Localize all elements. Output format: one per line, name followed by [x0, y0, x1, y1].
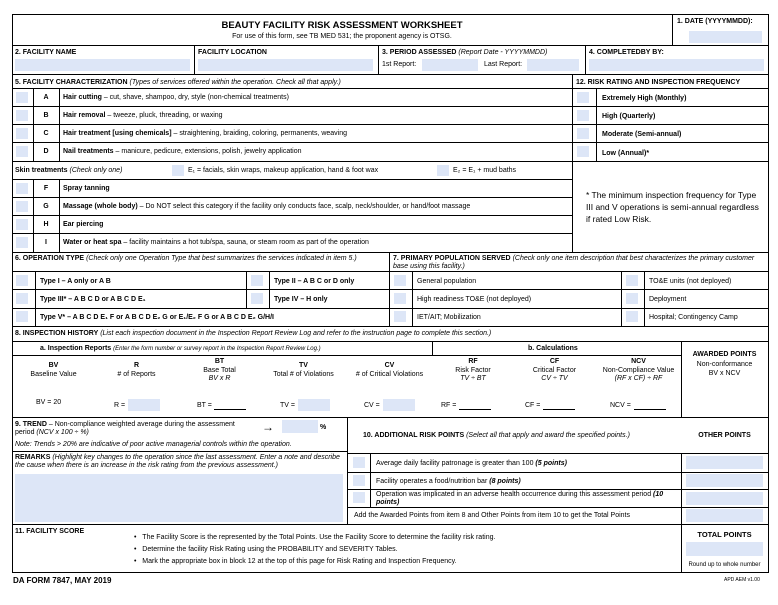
food-bar-points-field[interactable] — [686, 474, 763, 487]
pop-high-readiness-checkbox[interactable] — [394, 293, 406, 304]
service-i-checkbox[interactable] — [16, 237, 28, 248]
op-type-label: Type III* – A B C D or A B C D E₁ — [40, 296, 146, 303]
form-id: DA FORM 7847, MAY 2019 — [13, 576, 112, 585]
sec9-text: 9. TREND – Non-compliance weighted average during the assessment period (NCV x 100 ÷ %) — [15, 421, 235, 436]
service-letter: D — [43, 148, 49, 155]
service-row — [12, 88, 572, 106]
service-text: Hair cutting – cut, shave, shampoo, dry, style (non-chemical treatments) — [63, 94, 289, 101]
col-header: NCV Non-Compliance Value (RF x CF) ÷ RF — [602, 358, 675, 382]
population-label: Deployment — [649, 296, 687, 303]
pop-general-checkbox[interactable] — [394, 275, 406, 286]
risk-extremely-high-checkbox[interactable] — [577, 92, 589, 103]
service-letter: B — [43, 112, 49, 119]
op-type-label: Type II – A B C or D only — [274, 278, 355, 285]
trend-field[interactable] — [282, 420, 318, 433]
service-text: Water or heat spa – facility maintains a hot tub/spa, sauna, or steam room as part of the operation — [63, 239, 369, 246]
cv-field[interactable] — [383, 399, 415, 411]
date-field[interactable] — [689, 31, 762, 43]
risk-rating-label: Moderate (Semi-annual) — [602, 131, 682, 138]
score-bullet: • Mark the appropriate box in block 12 at the top of this page for Risk Rating and Inspection Frequency. — [134, 558, 457, 565]
col-header: CF Critical Factor CV ÷ TV — [532, 358, 577, 382]
service-text: Massage (whole body) – Do NOT select this category if the facility only conducts face, scalp, neck/shoulder, or hand/foot massage — [63, 203, 471, 210]
score-bullet: • The Facility Score is the represented by the Total Points. Use the Facility Score to determine the facility risk rating. — [134, 534, 496, 541]
service-letter: H — [43, 221, 49, 228]
facility-location-field[interactable] — [198, 59, 373, 71]
skin-e2-text: E₂ = E₁ + mud baths — [453, 167, 517, 174]
tv-field[interactable] — [298, 399, 330, 411]
sum-points-field[interactable] — [686, 509, 763, 522]
service-letter: A — [43, 94, 49, 101]
nonconformance-label: Non-conformance — [696, 361, 753, 368]
rf-label: RF = — [441, 402, 457, 409]
arrow-icon: → — [262, 420, 274, 434]
op-type-label: Type V* – A B C D E₁ F or A B C D E₂ G or E₁/E₂ F G or A B C D E₂ G/H/I — [40, 314, 274, 321]
pop-iet-checkbox[interactable] — [394, 311, 406, 322]
pop-toe-checkbox[interactable] — [626, 275, 638, 286]
risk-rating-label: Extremely High (Monthly) — [602, 95, 687, 102]
period-label: 3. PERIOD ASSESSED (Report Date - YYYYMMDD) — [382, 49, 548, 56]
risk-rating-label: High (Quarterly) — [602, 113, 656, 120]
facility-name-field[interactable] — [15, 59, 190, 71]
facility-name-label: 2. FACILITY NAME — [15, 49, 77, 56]
round-note: Round up to whole number — [688, 562, 761, 568]
remarks-header: REMARKS (Highlight key changes to the operation since the last assessment. Enter a note and describe the cause when there is an increase in the risk rating from the previous assessment.) — [15, 454, 340, 469]
risk-point-text: Operation was implicated in an adverse health occurrence during this assessment period (10 points) — [376, 491, 664, 506]
ncv-label: NCV = — [610, 402, 631, 409]
sec8b-header: b. Calculations — [528, 345, 578, 352]
bv-value: BV = 20 — [36, 399, 62, 406]
last-report-label: Last Report: — [484, 61, 523, 68]
type-iii-checkbox[interactable] — [16, 293, 28, 304]
type-v-checkbox[interactable] — [16, 311, 28, 322]
sec7-header: 7. PRIMARY POPULATION SERVED (Check only one item description that best characterizes the primary customer base using this facility.) — [393, 255, 755, 270]
completed-by-field[interactable] — [589, 59, 764, 71]
apd-version: APD AEM v1.00 — [724, 577, 760, 583]
service-row — [12, 197, 572, 215]
op-type-label: Type I – A only or A B — [40, 278, 111, 285]
total-points-field[interactable] — [686, 542, 763, 556]
col-header: TV Total # of Violations — [273, 362, 334, 378]
service-row — [12, 215, 572, 233]
type-iv-checkbox[interactable] — [251, 293, 263, 304]
sec6-header: 6. OPERATION TYPE (Check only one Operation Type that best summarizes the services indicated in item 5.) — [15, 255, 357, 262]
col-header: CV # of Critical Violations — [355, 362, 424, 378]
cf-label: CF = — [525, 402, 541, 409]
bvxncv-label: BV x NCV — [708, 370, 741, 377]
first-report-label: 1st Report: — [382, 61, 417, 68]
service-g-checkbox[interactable] — [16, 201, 28, 212]
population-label: IET/AIT; Mobilization — [417, 314, 481, 321]
score-bullets — [134, 532, 674, 568]
bt-field[interactable] — [214, 409, 246, 410]
service-row — [12, 106, 572, 124]
date-label: 1. DATE (YYYYMMDD): — [677, 18, 753, 25]
sec8a-header: a. Inspection Reports (Enter the form number or survey report in the Inspection Report Review Log.) — [40, 345, 321, 352]
add-awarded-text: Add the Awarded Points from item 8 and Other Points from item 10 to get the Total Points — [354, 512, 631, 519]
sec9-note: Note: Trends > 20% are indicative of poor active managerial controls within the operation. — [15, 441, 292, 448]
pop-hospital-checkbox[interactable] — [626, 311, 638, 322]
skin-e1-text: E₁ = facials, skin wraps, makeup application, hand & foot wax — [188, 167, 379, 174]
patronage-checkbox[interactable] — [353, 457, 365, 468]
col-header: BV Baseline Value — [30, 362, 77, 378]
service-row — [12, 142, 572, 161]
service-text: Nail treatments – manicure, pedicure, extensions, polish, jewelry application — [63, 148, 302, 155]
rf-field[interactable] — [459, 409, 491, 410]
service-text: Hair treatment [using chemicals] – straightening, braiding, coloring, permanents, weaving — [63, 130, 348, 137]
service-b-checkbox[interactable] — [16, 110, 28, 121]
population-label: High readiness TO&E (not deployed) — [417, 296, 532, 303]
risk-point-text: Facility operates a food/nutrition bar (8 points) — [376, 478, 521, 485]
cf-field[interactable] — [543, 409, 575, 410]
type-i-checkbox[interactable] — [16, 275, 28, 286]
ncv-field[interactable] — [634, 409, 666, 410]
risk-moderate-checkbox[interactable] — [577, 128, 589, 139]
risk-rating-label: Low (Annual)* — [602, 150, 650, 157]
service-letter: C — [43, 130, 49, 137]
service-c-checkbox[interactable] — [16, 128, 28, 139]
completed-by-label: 4. COMPLETEDBY BY: — [589, 49, 664, 56]
risk-high-checkbox[interactable] — [577, 110, 589, 121]
service-letter: G — [43, 203, 49, 210]
service-row — [12, 124, 572, 142]
other-points-label: OTHER POINTS — [698, 432, 751, 439]
form-subtitle: For use of this form, see TB MED 531; the proponent agency is OTSG. — [232, 33, 452, 40]
first-report-field[interactable] — [422, 59, 478, 71]
service-h-checkbox[interactable] — [16, 219, 28, 230]
col-header: RF Risk Factor TV ÷ BT — [455, 358, 491, 382]
health-points-field[interactable] — [686, 492, 763, 505]
col-header: R # of Reports — [117, 362, 156, 378]
facility-location-label: FACILITY LOCATION — [198, 49, 267, 56]
service-row — [12, 233, 572, 252]
sec5-header: 5. FACILITY CHARACTERIZATION (Types of services offered within the operation. Check all that apply.) — [15, 79, 341, 86]
service-letter: I — [45, 239, 47, 246]
population-label: TO&E units (not deployed) — [649, 278, 732, 285]
sec8-header: 8. INSPECTION HISTORY (List each inspection document in the Inspection Report Review Log and refer to the instruction page to complete this section.) — [15, 330, 492, 337]
score-bullet: • Determine the facility Risk Rating using the PROBABILITY and SEVERITY Tables. — [134, 546, 398, 553]
health-occurrence-checkbox[interactable] — [353, 492, 365, 503]
risk-note: * The minimum inspection frequency for Type III and V operations is semi-annual regardless if rated Low Risk. — [586, 190, 759, 224]
percent-label: % — [320, 424, 327, 431]
pop-deployment-checkbox[interactable] — [626, 293, 638, 304]
calc-column-headers — [12, 358, 681, 388]
service-d-checkbox[interactable] — [16, 146, 28, 157]
tv-label: TV = — [280, 402, 295, 409]
awarded-points-label: AWARDED POINTS — [692, 351, 757, 358]
service-text: Ear piercing — [63, 221, 104, 228]
service-row — [12, 179, 572, 197]
cv-label: CV = — [364, 402, 380, 409]
patronage-points-field[interactable] — [686, 456, 763, 469]
sec10-header: 10. ADDITIONAL RISK POINTS (Select all that apply and award the specified points.) — [363, 432, 630, 439]
r-field[interactable] — [128, 399, 160, 411]
remarks-field[interactable] — [15, 474, 343, 522]
population-label: Hospital; Contingency Camp — [649, 314, 738, 321]
total-points-label: TOTAL POINTS — [697, 530, 752, 539]
sec12-header: 12. RISK RATING AND INSPECTION FREQUENCY — [576, 79, 741, 86]
risk-point-text: Average daily facility patronage is greater than 100 (5 points) — [376, 460, 567, 467]
risk-low-checkbox[interactable] — [577, 146, 589, 157]
service-letter: F — [43, 185, 49, 192]
service-text: Spray tanning — [63, 185, 110, 192]
type-ii-checkbox[interactable] — [251, 275, 263, 286]
skin-e1-checkbox[interactable] — [172, 165, 184, 176]
service-text: Hair removal – tweeze, pluck, threading, or waxing — [63, 112, 223, 119]
col-header: BT Base Total BV x R — [203, 358, 236, 382]
op-type-label: Type IV – H only — [274, 296, 328, 303]
form-title: BEAUTY FACILITY RISK ASSESSMENT WORKSHEET — [221, 20, 463, 31]
r-label: R = — [114, 402, 126, 409]
skin-e2-checkbox[interactable] — [437, 165, 449, 176]
last-report-field[interactable] — [527, 59, 579, 71]
food-bar-checkbox[interactable] — [353, 475, 365, 486]
service-f-checkbox[interactable] — [16, 183, 28, 194]
risk-rating-list — [572, 88, 768, 161]
population-label: General population — [417, 278, 477, 285]
service-a-checkbox[interactable] — [16, 92, 28, 103]
bt-label: BT = — [197, 402, 212, 409]
skin-label: Skin treatments (Check only one) — [15, 167, 123, 174]
sec11-header: 11. FACILITY SCORE — [15, 528, 85, 535]
